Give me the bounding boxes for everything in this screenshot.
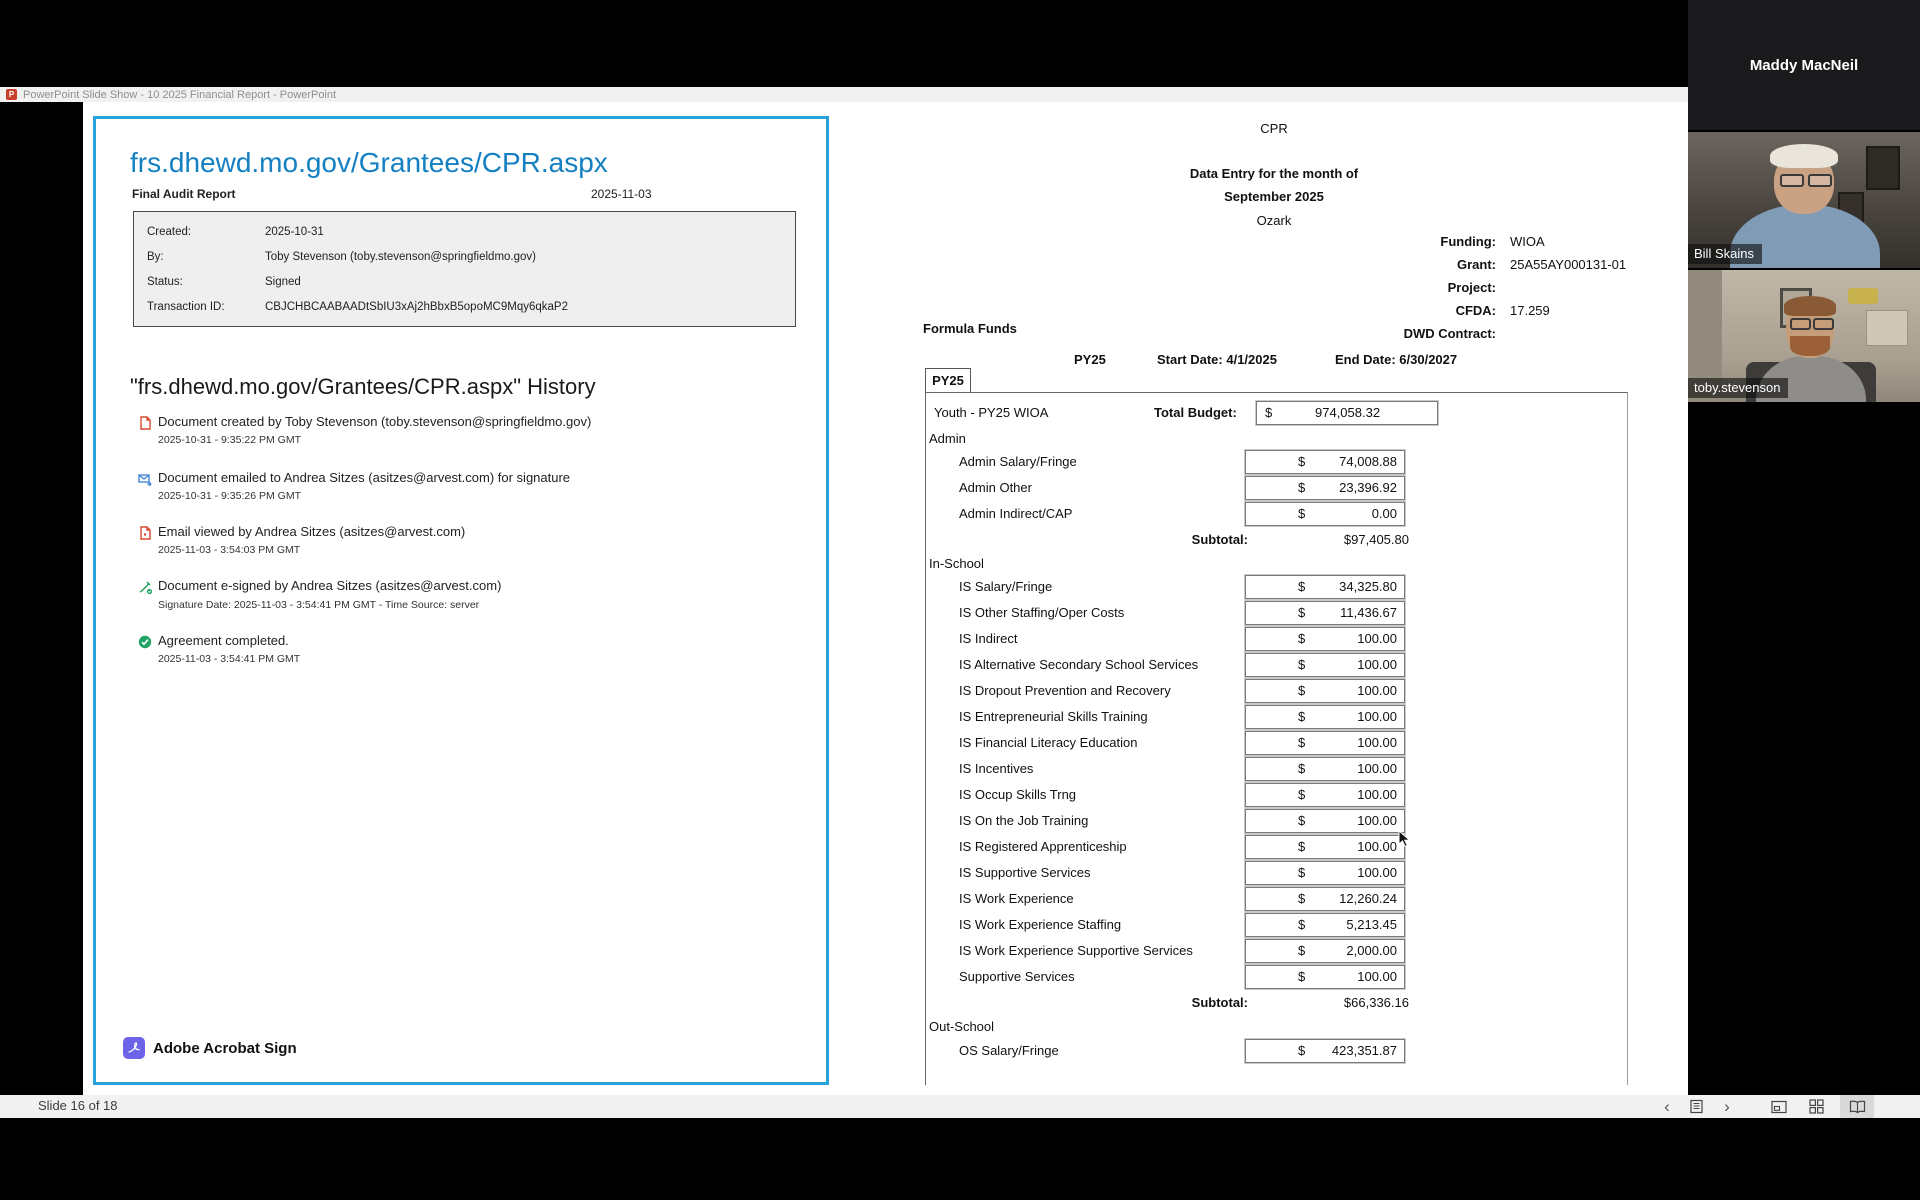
currency-symbol: $ (1298, 657, 1306, 672)
budget-row (926, 809, 1627, 833)
history-event-timestamp: 2025-10-31 - 9:35:22 PM GMT (158, 434, 301, 446)
history-event-timestamp: 2025-11-03 - 3:54:03 PM GMT (158, 544, 301, 556)
amount-input[interactable] (1245, 575, 1405, 599)
line-item-label: IS Work Experience (959, 891, 1074, 906)
currency-symbol: $ (1298, 454, 1306, 469)
person-figure (1770, 144, 1838, 168)
info-label: Created: (147, 226, 192, 238)
person-figure (1790, 336, 1830, 356)
notes-icon[interactable] (1684, 1095, 1708, 1118)
amount-value: 5,213.45 (1346, 917, 1397, 932)
currency-symbol: $ (1298, 709, 1306, 724)
cpr-subtitle: Data Entry for the month of (1189, 166, 1359, 181)
line-item-label: IS Registered Apprenticeship (959, 839, 1127, 854)
acrobat-icon (123, 1037, 145, 1059)
budget-row (926, 705, 1627, 729)
amount-value: 2,000.00 (1346, 943, 1397, 958)
meta-label: Project: (1447, 280, 1496, 295)
meta-value: WIOA (1510, 234, 1545, 249)
history-event-text: Email viewed by Andrea Sitzes (asitzes@arvest.com) (158, 524, 466, 539)
amount-value: 11,436.67 (1340, 605, 1397, 620)
audit-report-document (93, 116, 829, 1085)
subtotal-label: Subtotal: (1191, 995, 1248, 1010)
history-title: "frs.dhewd.mo.gov/Grantees/CPR.aspx" History (130, 374, 596, 399)
amount-value: 23,396.92 (1339, 480, 1397, 495)
budget-row (926, 757, 1627, 781)
info-value: CBJCHBCAABAADtSbIU3xAj2hBbxB5opoMC9Mqy6qkaP2 (265, 301, 568, 313)
powerpoint-icon: P (6, 89, 17, 100)
person-figure (1790, 318, 1811, 330)
currency-symbol: $ (1298, 761, 1306, 776)
amount-input[interactable] (1245, 679, 1405, 703)
budget-row (926, 965, 1627, 989)
budget-row (926, 731, 1627, 755)
start-date: Start Date: 4/1/2025 (1157, 352, 1277, 367)
budget-row (926, 887, 1627, 911)
email-viewed-icon (138, 526, 152, 540)
person-figure (1780, 174, 1804, 187)
info-value: 2025-10-31 (265, 226, 324, 238)
group-header-out-school: Out-School (929, 1019, 995, 1034)
group-header-admin: Admin (929, 431, 966, 446)
line-item-label: IS Financial Literacy Education (959, 735, 1138, 750)
display-settings-icon[interactable] (1766, 1095, 1792, 1118)
total-budget-value: 974,058.32 (1315, 405, 1381, 420)
amount-value: 100.00 (1357, 657, 1397, 672)
amount-value: 100.00 (1357, 761, 1397, 776)
amount-input[interactable] (1245, 887, 1405, 911)
line-item-label: Admin Indirect/CAP (959, 506, 1073, 521)
line-item-label: IS Entrepreneurial Skills Training (959, 709, 1148, 724)
meta-label: Grant: (1457, 257, 1496, 272)
agreement-completed-icon (138, 635, 152, 649)
history-event-timestamp: 2025-10-31 - 9:35:26 PM GMT (158, 490, 301, 502)
budget-row (926, 783, 1627, 807)
amount-input[interactable] (1245, 502, 1405, 526)
formula-funds-label: Formula Funds (923, 321, 1017, 336)
meta-value: 17.259 (1510, 303, 1550, 318)
total-budget-label: Total Budget: (1154, 405, 1237, 420)
participant-tile-bill-skains[interactable] (1688, 132, 1920, 268)
person-figure (1813, 318, 1834, 330)
line-item-label: IS Supportive Services (959, 865, 1091, 880)
line-item-label: IS Work Experience Staffing (959, 917, 1122, 932)
amount-value: 100.00 (1357, 709, 1397, 724)
currency-symbol: $ (1298, 969, 1306, 984)
line-item-label: IS Dropout Prevention and Recovery (959, 683, 1171, 698)
webcam-video (1866, 310, 1908, 346)
currency-symbol: $ (1298, 943, 1306, 958)
currency-symbol: $ (1298, 735, 1306, 750)
amount-input[interactable] (1245, 627, 1405, 651)
history-event-text: Document created by Toby Stevenson (toby.stevenson@springfieldmo.gov) (158, 414, 592, 429)
currency-symbol: $ (1298, 480, 1306, 495)
person-figure (1808, 174, 1832, 187)
currency-symbol: $ (1298, 813, 1306, 828)
line-item-label: IS Indirect (959, 631, 1018, 646)
participant-name: Bill Skains (1688, 244, 1762, 264)
info-label: By: (147, 251, 164, 263)
participants-panel (1688, 0, 1920, 1095)
line-item-label: Admin Salary/Fringe (959, 454, 1077, 469)
next-slide-icon[interactable]: › (1724, 1097, 1730, 1116)
budget-row (926, 835, 1627, 859)
participant-tile-toby-stevenson[interactable] (1688, 270, 1920, 402)
amount-input[interactable] (1245, 939, 1405, 963)
audit-report-date: 2025-11-03 (591, 187, 652, 201)
person-figure (1784, 296, 1836, 316)
line-item-label: IS Other Staffing/Oper Costs (959, 605, 1125, 620)
line-item-label: IS Occup Skills Trng (959, 787, 1077, 802)
meta-value: 25A55AY000131-01 (1510, 257, 1627, 272)
subtotal-value: $97,405.80 (1343, 532, 1409, 547)
line-item-label: Admin Other (959, 480, 1032, 495)
participant-tile-maddy-macneil[interactable] (1688, 0, 1920, 130)
amount-input[interactable] (1245, 783, 1405, 807)
webcam-video (1866, 146, 1900, 190)
info-value: Toby Stevenson (toby.stevenson@springfieldmo.gov) (265, 251, 536, 263)
amount-input[interactable] (1245, 1039, 1405, 1063)
currency-symbol: $ (1298, 839, 1306, 854)
amount-value: 100.00 (1357, 865, 1397, 880)
budget-row (926, 476, 1627, 500)
powerpoint-titlebar (0, 87, 1688, 102)
audit-url-title: frs.dhewd.mo.gov/Grantees/CPR.aspx (130, 147, 608, 178)
document-created-icon (138, 416, 152, 430)
amount-value: 100.00 (1357, 683, 1397, 698)
line-item-label: IS Alternative Secondary School Services (959, 657, 1199, 672)
budget-row (926, 913, 1627, 937)
history-event-text: Agreement completed. (158, 633, 289, 648)
document-esigned-icon (138, 580, 152, 594)
subtotal-label: Subtotal: (1191, 532, 1248, 547)
currency-symbol: $ (1298, 865, 1306, 880)
amount-value: 74,008.88 (1339, 454, 1397, 469)
line-item-label: IS Salary/Fringe (959, 579, 1053, 594)
amount-input[interactable] (1245, 861, 1405, 885)
line-item-label: Supportive Services (959, 969, 1075, 984)
py-column-header: PY25 (1074, 352, 1106, 367)
group-header-in-school: In-School (929, 556, 984, 571)
amount-value: 100.00 (1357, 839, 1397, 854)
cpr-title: CPR (1260, 121, 1288, 136)
line-item-label: IS Incentives (959, 761, 1034, 776)
budget-row (926, 939, 1627, 963)
see-all-slides-icon[interactable] (1803, 1095, 1829, 1118)
amount-input[interactable] (1245, 731, 1405, 755)
amount-input[interactable] (1245, 653, 1405, 677)
amount-value: 100.00 (1357, 735, 1397, 750)
amount-input[interactable] (1245, 913, 1405, 937)
meta-label: DWD Contract: (1403, 326, 1496, 341)
subtotal-value: $66,336.16 (1343, 995, 1409, 1010)
amount-value: 12,260.24 (1339, 891, 1397, 906)
cpr-location: Ozark (1256, 213, 1292, 228)
program-row (926, 401, 1627, 425)
subtotal-row (926, 995, 1627, 1013)
audit-info-box (133, 211, 796, 327)
amount-value: 34,325.80 (1339, 579, 1397, 594)
adobe-acrobat-sign-logo (123, 1037, 297, 1059)
info-label: Transaction ID: (147, 301, 225, 313)
amount-value: 100.00 (1357, 969, 1397, 984)
budget-row (926, 679, 1627, 703)
mouse-cursor (1398, 830, 1412, 848)
meta-label: Funding: (1440, 234, 1496, 249)
currency-symbol: $ (1298, 631, 1306, 646)
budget-row (926, 450, 1627, 474)
currency-symbol: $ (1298, 891, 1306, 906)
adobe-logo-text: Adobe Acrobat Sign (153, 1039, 297, 1057)
participant-name: toby.stevenson (1688, 378, 1788, 398)
currency-symbol: $ (1298, 605, 1306, 620)
participant-name: Maddy MacNeil (1749, 56, 1859, 74)
py25-sheet-tab[interactable]: PY25 (925, 368, 971, 392)
program-name: Youth - PY25 WIOA (934, 405, 1049, 420)
amount-input[interactable] (1245, 835, 1405, 859)
currency-symbol: $ (1298, 506, 1306, 521)
budget-row (926, 861, 1627, 885)
amount-input[interactable] (1245, 450, 1405, 474)
amount-input[interactable] (1245, 757, 1405, 781)
budget-row (926, 1039, 1627, 1063)
end-date: End Date: 6/30/2027 (1335, 352, 1458, 367)
line-item-label: OS Salary/Fringe (959, 1043, 1059, 1058)
budget-table (925, 392, 1628, 1085)
currency-symbol: $ (1265, 405, 1273, 420)
document-emailed-icon (138, 472, 152, 486)
currency-symbol: $ (1298, 683, 1306, 698)
amount-value: 100.00 (1357, 813, 1397, 828)
amount-input[interactable] (1245, 965, 1405, 989)
budget-row (926, 601, 1627, 625)
currency-symbol: $ (1298, 1043, 1306, 1058)
line-item-label: IS Work Experience Supportive Services (959, 943, 1193, 958)
amount-value: 100.00 (1357, 787, 1397, 802)
amount-input[interactable] (1245, 809, 1405, 833)
total-budget-input[interactable] (1256, 401, 1438, 425)
amount-input[interactable] (1245, 705, 1405, 729)
powerpoint-statusbar (0, 1095, 1920, 1118)
budget-row (926, 627, 1627, 651)
amount-input[interactable] (1245, 601, 1405, 625)
info-value: Signed (265, 276, 301, 288)
final-audit-report-label: Final Audit Report (132, 187, 236, 201)
budget-row (926, 575, 1627, 599)
history-event-timestamp: 2025-11-03 - 3:54:41 PM GMT (158, 653, 301, 665)
history-event-text: Document e-signed by Andrea Sitzes (asitzes@arvest.com) (158, 578, 502, 593)
budget-row (926, 502, 1627, 526)
currency-symbol: $ (1298, 917, 1306, 932)
previous-slide-icon[interactable]: ‹ (1664, 1097, 1670, 1116)
info-label: Status: (147, 276, 183, 288)
webcam-video (1848, 288, 1878, 304)
amount-value: 100.00 (1357, 631, 1397, 646)
subtotal-row (926, 532, 1627, 550)
budget-row (926, 653, 1627, 677)
meta-label: CFDA: (1455, 303, 1496, 318)
slide-indicator: Slide 16 of 18 (38, 1098, 118, 1113)
reading-view-icon[interactable] (1840, 1095, 1874, 1118)
cpr-month: September 2025 (1224, 189, 1324, 204)
cpr-form-document (920, 116, 1632, 1085)
line-item-label: IS On the Job Training (959, 813, 1089, 828)
amount-value: 0.00 (1371, 506, 1397, 521)
window-title: PowerPoint Slide Show - 10 2025 Financial Report - PowerPoint (23, 88, 337, 101)
amount-input[interactable] (1245, 476, 1405, 500)
currency-symbol: $ (1298, 579, 1306, 594)
history-event-text: Document emailed to Andrea Sitzes (asitzes@arvest.com) for signature (158, 470, 571, 485)
currency-symbol: $ (1298, 787, 1306, 802)
history-event-timestamp: Signature Date: 2025-11-03 - 3:54:41 PM GMT - Time Source: server (158, 599, 480, 611)
amount-value: 423,351.87 (1331, 1043, 1397, 1058)
